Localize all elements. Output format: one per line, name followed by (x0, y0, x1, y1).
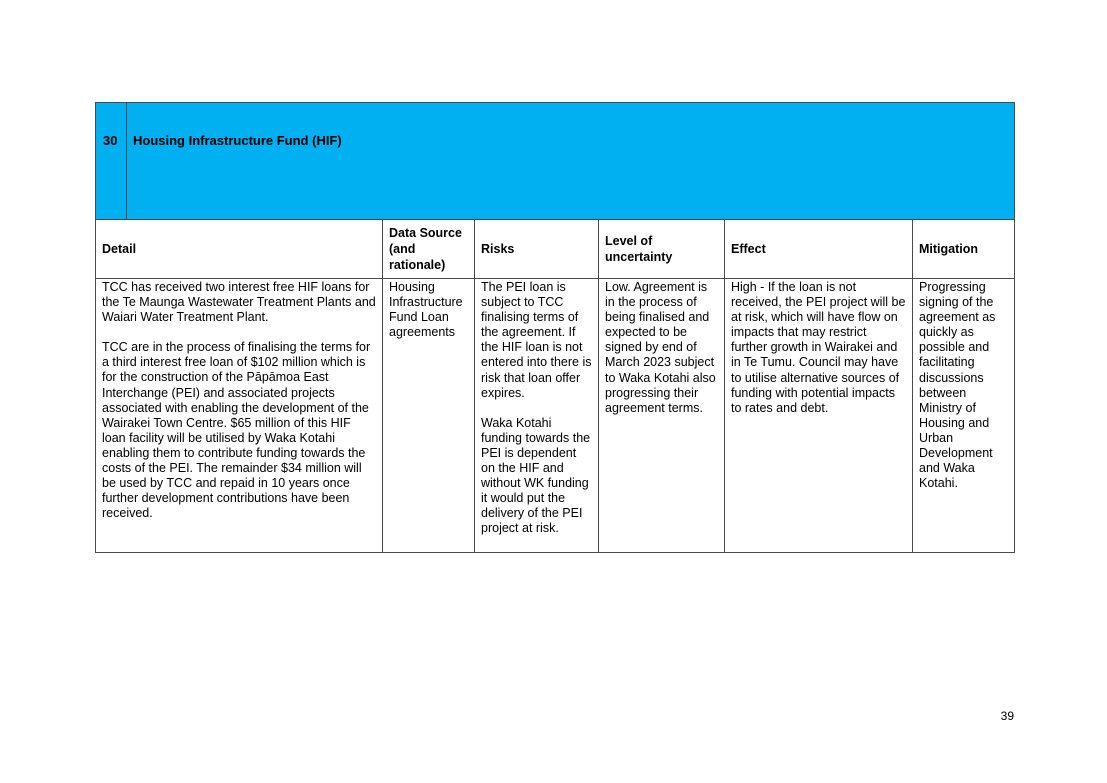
header-uncertainty: Level of uncertainty (599, 220, 725, 279)
section-title: Housing Infrastructure Fund (HIF) (127, 103, 1015, 220)
section-banner (96, 103, 1015, 220)
header-risks: Risks (475, 220, 599, 279)
detail-cell (96, 279, 383, 553)
risks-paragraph-1: The PEI loan is subject to TCC finalising terms of the agreement. If the HIF loan is not entered into there is risk that loan offer expires. (481, 280, 595, 400)
page-number: 39 (1000, 709, 1014, 723)
header-row (96, 220, 1015, 279)
risks-cell (475, 279, 599, 553)
paragraph-gap (102, 325, 376, 340)
table-row (96, 279, 1015, 553)
header-mitigation: Mitigation (913, 220, 1015, 279)
data-source-cell: Housing Infrastructure Fund Loan agreements (383, 279, 475, 553)
paragraph-gap (481, 401, 592, 416)
section-number: 30 (96, 103, 127, 220)
detail-paragraph-1: TCC has received two interest free HIF loans for the Te Maunga Wastewater Treatment Plants and Waiari Water Treatment Plant. (102, 280, 380, 325)
header-detail: Detail (96, 220, 383, 279)
mitigation-cell: Progressing signing of the agreement as quickly as possible and facilitating discussions between Ministry of Housing and Urban Development and Waka Kotahi. (913, 279, 1015, 553)
header-effect: Effect (725, 220, 913, 279)
uncertainty-cell: Low. Agreement is in the process of being finalised and expected to be signed by end of March 2023 subject to Waka Kotahi also progressing their agreement terms. (599, 279, 725, 553)
risk-table (95, 102, 1015, 553)
risks-paragraph-2: Waka Kotahi funding towards the PEI is dependent on the HIF and without WK funding it would put the delivery of the PEI project at risk. (481, 415, 594, 536)
header-data-source: Data Source (and rationale) (383, 220, 475, 279)
detail-paragraph-2: TCC are in the process of finalising the terms for a third interest free loan of $102 million which is for the construction of the Pāpāmoa East Interchange (PEI) and associated projects associated with enabling the development of the Wairakei Town Centre. $65 million of this HIF loan facility will be utilised by Waka Kotahi enabling them to contribute funding towards the costs of the PEI. The remainder $34 million will be used by TCC and repaid in 10 years once further development contributions have been received. (102, 340, 374, 521)
effect-cell: High - If the loan is not received, the PEI project will be at risk, which will have flow on impacts that may restrict further growth in Wairakei and in Te Tumu. Council may have to utilise alternative sources of funding with potential impacts to rates and debt. (725, 279, 913, 553)
